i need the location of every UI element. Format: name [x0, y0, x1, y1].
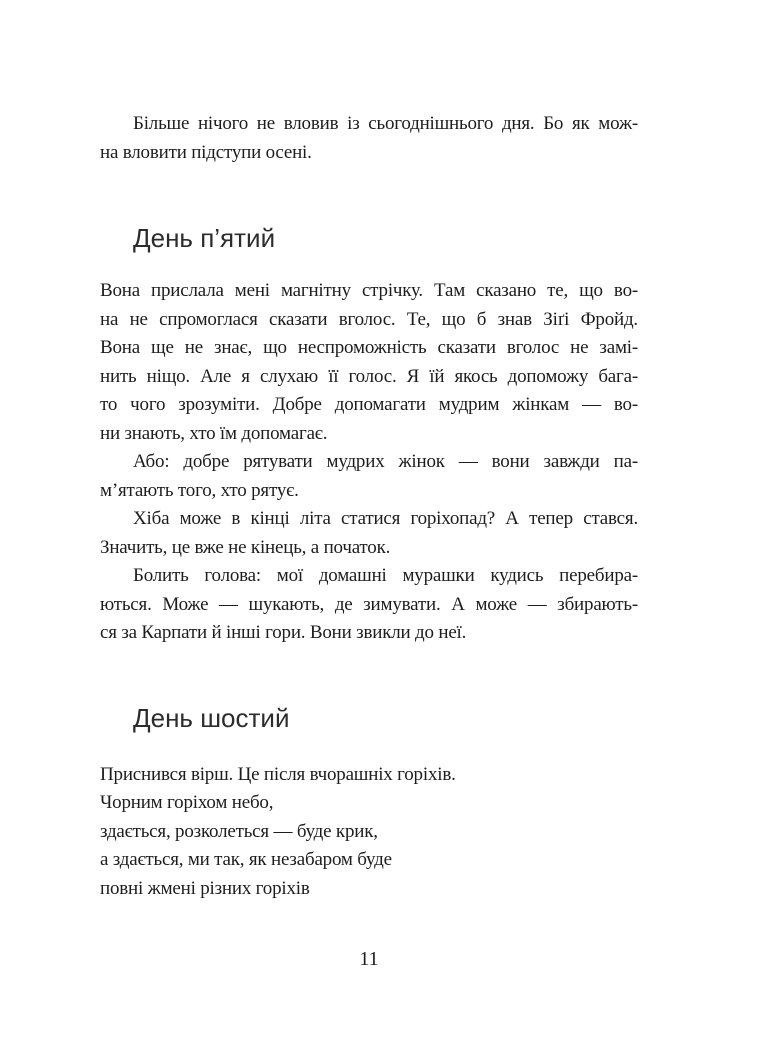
paragraph — [100, 277, 638, 448]
paragraph — [100, 505, 638, 562]
page-number: 11 — [359, 948, 379, 970]
text-line: на не спромоглася сказати вголос. Те, що б знав Зіґі Фройд. — [100, 308, 638, 330]
poem — [100, 761, 638, 904]
section-heading-day-five: День п’ятий — [133, 223, 276, 253]
text-line: Вона прислала мені магнітну стрічку. Там сказано те, що во- — [100, 280, 638, 301]
text-line: Або: добре рятувати мудрих жінок — вони завжди па- — [133, 451, 638, 472]
paragraph — [100, 448, 638, 505]
section-heading-day-six: День шостий — [133, 702, 290, 733]
text-line: Хіба може в кінці літа статися горіхопад? А тепер стався. — [133, 508, 638, 529]
poem-line: повні жмені різних горіхів — [100, 877, 310, 899]
text-line: нить ніщо. Але я слухаю її голос. Я їй якось допоможу бага- — [100, 365, 638, 387]
text-line: м’ятають того, хто рятує. — [100, 479, 299, 501]
paragraph — [100, 110, 638, 167]
text-line: Болить голова: мої домашні мурашки кудись перебира- — [133, 565, 638, 586]
text-line: ються. Може — шукають, де зимувати. А може — збирають- — [100, 593, 638, 615]
poem-line: Чорним горіхом небо, — [100, 792, 274, 813]
text-line: Вона ще не знає, що неспроможність сказати вголос не замі- — [100, 337, 638, 358]
text-line: Значить, це вже не кінець, а початок. — [100, 536, 391, 558]
poem-line: здається, розколеться — буде крик, — [100, 820, 378, 842]
text-line: Більше нічого не вловив із сьогоднішнього дня. Бо як мож- — [133, 113, 638, 134]
text-line: ни знають, хто їм допомагає. — [100, 422, 328, 444]
poem-line: Приснився вірш. Це після вчорашніх горіхів. — [100, 763, 456, 785]
text-line: то чого зрозуміти. Добре допомагати мудрим жінкам — во- — [100, 394, 638, 415]
paragraph — [100, 562, 638, 648]
text-line: ся за Карпати й інші гори. Вони звикли до неї. — [100, 622, 467, 643]
text-block — [100, 0, 638, 903]
poem-line: а здається, ми так, як незабаром буде — [100, 849, 392, 870]
text-line: на вловити підступи осені. — [100, 141, 312, 163]
